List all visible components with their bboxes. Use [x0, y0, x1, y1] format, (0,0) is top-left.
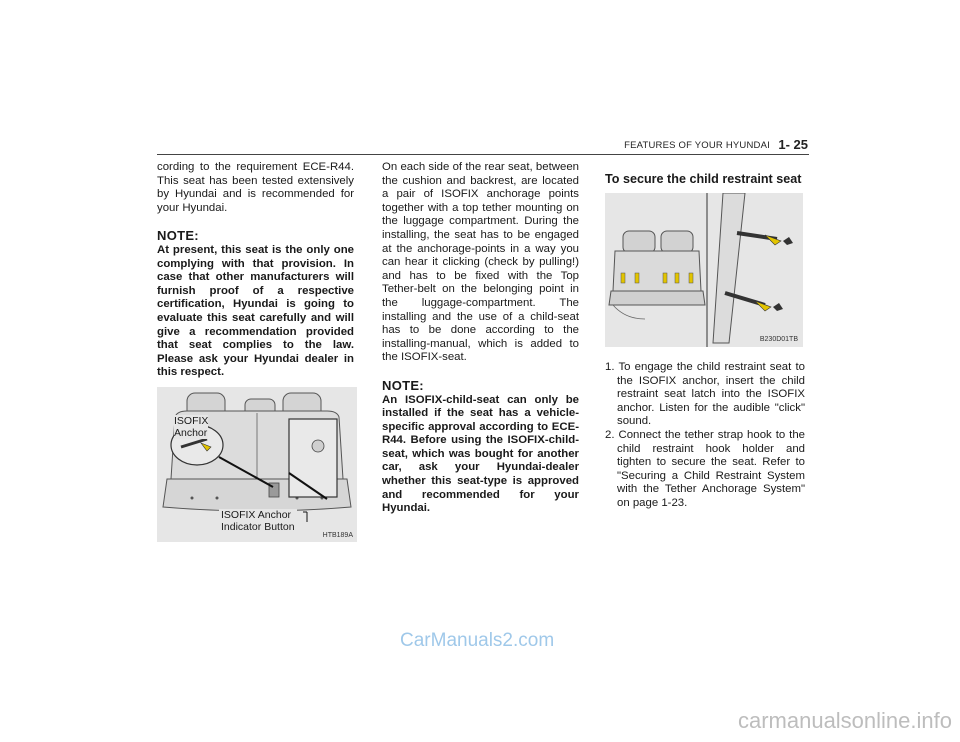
isofix-anchor-label: ISOFIX Anchor — [174, 415, 209, 439]
page-number: 1- 25 — [778, 137, 808, 152]
steps-block — [605, 351, 805, 511]
isofix-indicator-button-label: ISOFIX Anchor Indicator Button — [221, 509, 295, 533]
col2-note-heading: NOTE: — [382, 377, 424, 393]
header-rule — [157, 154, 809, 155]
child-seat-latch-illustration — [605, 193, 803, 347]
col1-paragraph: cording to the requirement ECE-R44. This seat has been tested extensively by Hyundai and is recommended for your Hyundai. — [157, 161, 354, 214]
col2-note-body: An ISOFIX-child-seat can only be installed if the seat has a vehicle-specific approval according to ECE-R44. Before using the ISOFIX-child-seat, which was bought for another car, ask your Hyundai-dealer whether this seat-type is approved and recommended for your Hyundai. — [382, 393, 579, 515]
column-3 — [605, 161, 805, 187]
figure-1-code: HTB189A — [322, 532, 353, 539]
step-item: 1. To engage the child restraint seat to the ISOFIX anchor, insert the child restraint seat latch into the ISOFIX anchor. Listen for the audible "click" sound. — [605, 361, 805, 428]
figure-securing-child-seat — [605, 193, 803, 347]
figure-isofix-anchor — [157, 387, 357, 542]
figure-2-code: B230D01TB — [759, 336, 798, 343]
step-item: 2. Connect the tether strap hook to the child restraint hook holder and tighten to secure the seat. Refer to "Securing a Child Restraint System with the Tether Anchorage System" on page 1-23. — [605, 428, 805, 509]
watermark-corner: carmanualsonline.info — [737, 708, 952, 733]
column-2 — [382, 161, 579, 516]
col1-note-body: At present, this seat is the only one complying with that provision. In case that other manufacturers will furnish proof of a respective certification, Hyundai is going to evaluate this seat carefully and will give a recommendation provided that seat complies to the law. Please ask your Hyundai dealer in this respect. — [157, 243, 354, 379]
column-1 — [157, 161, 354, 380]
col1-note-heading: NOTE: — [157, 228, 199, 244]
watermark-main: CarManuals2.com — [400, 630, 555, 651]
steps-list — [605, 361, 805, 511]
running-header: FEATURES OF YOUR HYUNDAI — [624, 140, 770, 151]
col2-paragraph: On each side of the rear seat, between the cushion and backrest, are located a pair of ISOFIX anchorage points together with a top tether mounting on the luggage compartment. During the installing, the seat has to be engaged at the anchorage-points in a way you can hear it clicking (check by pulling!) and has to be fixed with the Top Tether-belt on the belonging point in the luggage-compartment. The installing and the use of a child-seat has to be done according to the installing-manual, which is added to the ISOFIX-seat. — [382, 161, 579, 364]
section-title: To secure the child restraint seat — [605, 172, 802, 186]
